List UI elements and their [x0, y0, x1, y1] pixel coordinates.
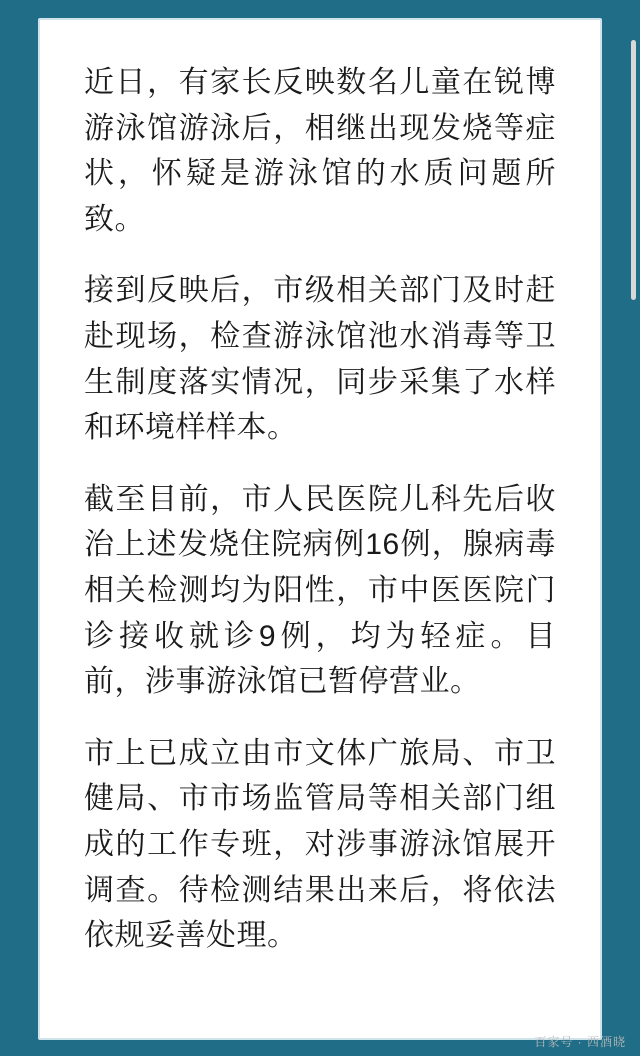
- article-paragraph: 截至目前，市人民医院儿科先后收治上述发烧住院病例16例，腺病毒相关检测均为阳性，市中医医院门诊接收就诊9例，均为轻症。目前，涉事游泳馆已暂停营业。: [84, 482, 556, 699]
- watermark-text: 百家号 · 西酒晓: [534, 1035, 626, 1049]
- scrollbar-thumb[interactable]: [631, 40, 636, 300]
- article-body: [84, 60, 556, 959]
- article-paragraph: 近日，有家长反映数名儿童在锐博游泳馆游泳后，相继出现发烧等症状，怀疑是游泳馆的水质问题所致。: [84, 66, 556, 236]
- article-card: [38, 18, 602, 1040]
- article-paragraph: 接到反映后，市级相关部门及时赶赴现场，检查游泳馆池水消毒等卫生制度落实情况，同步采集了水样和环境样样本。: [84, 274, 556, 445]
- article-card-inner: [40, 20, 600, 1038]
- article-paragraph: 市上已成立由市文体广旅局、市卫健局、市市场监管局等相关部门组成的工作专班，对涉事游泳馆展开调查。待检测结果出来后，将依法依规妥善处理。: [84, 736, 556, 953]
- scrollbar-track[interactable]: [633, 0, 638, 1056]
